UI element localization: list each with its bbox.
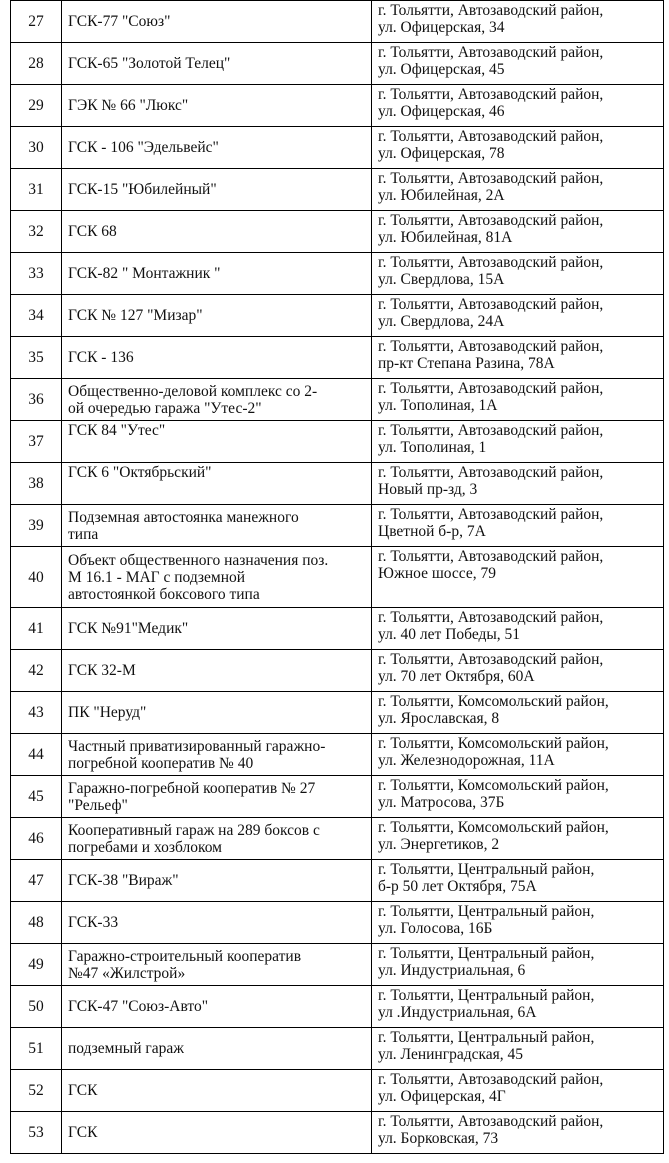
- table-row: [11, 608, 664, 650]
- row-name: Гаражно-погребной кооператив № 27 "Рельеф": [62, 776, 372, 818]
- row-number: 49: [11, 944, 62, 986]
- row-name: ГСК-82 " Монтажник ": [62, 253, 372, 295]
- table-body: [11, 1, 664, 1154]
- row-address: г. Тольятти, Автозаводский район, ул. Офицерская, 4Г: [372, 1070, 664, 1112]
- row-number: 51: [11, 1028, 62, 1070]
- row-number: 47: [11, 860, 62, 902]
- row-number: 37: [11, 421, 62, 463]
- table-row: [11, 127, 664, 169]
- row-number: 36: [11, 379, 62, 421]
- row-name: Гаражно-строительный кооператив №47 «Жилстрой»: [62, 944, 372, 986]
- table-row: [11, 253, 664, 295]
- table-row: [11, 986, 664, 1028]
- row-address: г. Тольятти, Автозаводский район, ул. Офицерская, 46: [372, 85, 664, 127]
- row-address: г. Тольятти, Центральный район, б-р 50 лет Октября, 75А: [372, 860, 664, 902]
- row-name: ГСК-15 "Юбилейный": [62, 169, 372, 211]
- row-name: ГСК-47 "Союз-Авто": [62, 986, 372, 1028]
- table-row: [11, 1070, 664, 1112]
- row-address: г. Тольятти, Автозаводский район, ул. Юбилейная, 2А: [372, 169, 664, 211]
- table-row: [11, 43, 664, 85]
- row-name: ГСК 32-М: [62, 650, 372, 692]
- row-address: г. Тольятти, Автозаводский район, ул. Тополиная, 1: [372, 421, 664, 463]
- table-row: [11, 1, 664, 43]
- table-row: [11, 463, 664, 505]
- row-name: Объект общественного назначения поз. М 16.1 - МАГ с подземной автостоянкой боксового типа: [62, 547, 372, 608]
- row-address: г. Тольятти, Автозаводский район, Цветной б-р, 7А: [372, 505, 664, 547]
- table-row: [11, 211, 664, 253]
- row-number: 45: [11, 776, 62, 818]
- row-number: 48: [11, 902, 62, 944]
- row-address: г. Тольятти, Автозаводский район, ул. Борковская, 73: [372, 1112, 664, 1154]
- row-address: г. Тольятти, Автозаводский район, ул. Свердлова, 15А: [372, 253, 664, 295]
- row-name: Подземная автостоянка манежного типа: [62, 505, 372, 547]
- row-address: г. Тольятти, Комсомольский район, ул. Железнодорожная, 11А: [372, 734, 664, 776]
- row-name: ГСК - 106 "Эдельвейс": [62, 127, 372, 169]
- row-number: 30: [11, 127, 62, 169]
- row-number: 39: [11, 505, 62, 547]
- row-number: 42: [11, 650, 62, 692]
- table-row: [11, 860, 664, 902]
- row-name: ГСК 68: [62, 211, 372, 253]
- row-name: ГСК 6 "Октябрьский": [62, 463, 372, 505]
- row-name: ГСК - 136: [62, 337, 372, 379]
- table-row: [11, 337, 664, 379]
- row-address: г. Тольятти, Автозаводский район, ул. Юбилейная, 81А: [372, 211, 664, 253]
- row-address: г. Тольятти, Центральный район, ул. Голосова, 16Б: [372, 902, 664, 944]
- row-address: г. Тольятти, Автозаводский район, пр-кт Степана Разина, 78А: [372, 337, 664, 379]
- row-number: 35: [11, 337, 62, 379]
- row-name: ГСК № 127 "Мизар": [62, 295, 372, 337]
- row-number: 28: [11, 43, 62, 85]
- row-name: ГСК: [62, 1070, 372, 1112]
- garage-list-table: [10, 0, 664, 1154]
- row-number: 53: [11, 1112, 62, 1154]
- table-row: [11, 547, 664, 608]
- row-name: ПК "Неруд": [62, 692, 372, 734]
- table-row: [11, 776, 664, 818]
- table-row: [11, 379, 664, 421]
- table-row: [11, 295, 664, 337]
- row-address: г. Тольятти, Центральный район, ул. Ленинградская, 45: [372, 1028, 664, 1070]
- row-number: 38: [11, 463, 62, 505]
- row-name: ГСК-77 "Союз": [62, 1, 372, 43]
- row-address: г. Тольятти, Автозаводский район, Южное шоссе, 79: [372, 547, 664, 608]
- row-number: 33: [11, 253, 62, 295]
- row-name: ГСК-33: [62, 902, 372, 944]
- row-address: г. Тольятти, Автозаводский район, ул. Офицерская, 34: [372, 1, 664, 43]
- row-number: 27: [11, 1, 62, 43]
- row-name: Общественно-деловой комплекс со 2- ой очередью гаража "Утес-2": [62, 379, 372, 421]
- table-row: [11, 902, 664, 944]
- row-address: г. Тольятти, Центральный район, ул .Индустриальная, 6А: [372, 986, 664, 1028]
- table-row: [11, 650, 664, 692]
- table-row: [11, 505, 664, 547]
- row-name: ГСК-65 "Золотой Телец": [62, 43, 372, 85]
- row-address: г. Тольятти, Автозаводский район, ул. Офицерская, 78: [372, 127, 664, 169]
- row-number: 34: [11, 295, 62, 337]
- row-name: ГСК №91"Медик": [62, 608, 372, 650]
- row-name: ГСК 84 "Утес": [62, 421, 372, 463]
- row-number: 43: [11, 692, 62, 734]
- row-number: 50: [11, 986, 62, 1028]
- table-row: [11, 1028, 664, 1070]
- row-address: г. Тольятти, Автозаводский район, ул. Тополиная, 1А: [372, 379, 664, 421]
- row-number: 40: [11, 547, 62, 608]
- table-row: [11, 169, 664, 211]
- row-address: г. Тольятти, Автозаводский район, ул. 40 лет Победы, 51: [372, 608, 664, 650]
- table-row: [11, 421, 664, 463]
- table-row: [11, 944, 664, 986]
- row-name: ГЭК № 66 "Люкс": [62, 85, 372, 127]
- row-number: 31: [11, 169, 62, 211]
- row-number: 52: [11, 1070, 62, 1112]
- row-number: 32: [11, 211, 62, 253]
- table-row: [11, 818, 664, 860]
- row-address: г. Тольятти, Автозаводский район, Новый пр-зд, 3: [372, 463, 664, 505]
- row-address: г. Тольятти, Автозаводский район, ул. Свердлова, 24А: [372, 295, 664, 337]
- row-address: г. Тольятти, Автозаводский район, ул. 70 лет Октября, 60А: [372, 650, 664, 692]
- table-row: [11, 1112, 664, 1154]
- row-number: 29: [11, 85, 62, 127]
- row-address: г. Тольятти, Комсомольский район, ул. Матросова, 37Б: [372, 776, 664, 818]
- row-number: 44: [11, 734, 62, 776]
- row-name: Кооперативный гараж на 289 боксов с погребами и хозблоком: [62, 818, 372, 860]
- table-row: [11, 692, 664, 734]
- table-row: [11, 734, 664, 776]
- row-number: 46: [11, 818, 62, 860]
- row-name: подземный гараж: [62, 1028, 372, 1070]
- row-name: ГСК: [62, 1112, 372, 1154]
- row-name: ГСК-38 "Вираж": [62, 860, 372, 902]
- row-name: Частный приватизированный гаражно- погребной кооператив № 40: [62, 734, 372, 776]
- table-row: [11, 85, 664, 127]
- row-number: 41: [11, 608, 62, 650]
- row-address: г. Тольятти, Автозаводский район, ул. Офицерская, 45: [372, 43, 664, 85]
- row-address: г. Тольятти, Комсомольский район, ул. Энергетиков, 2: [372, 818, 664, 860]
- row-address: г. Тольятти, Комсомольский район, ул. Ярославская, 8: [372, 692, 664, 734]
- row-address: г. Тольятти, Центральный район, ул. Индустриальная, 6: [372, 944, 664, 986]
